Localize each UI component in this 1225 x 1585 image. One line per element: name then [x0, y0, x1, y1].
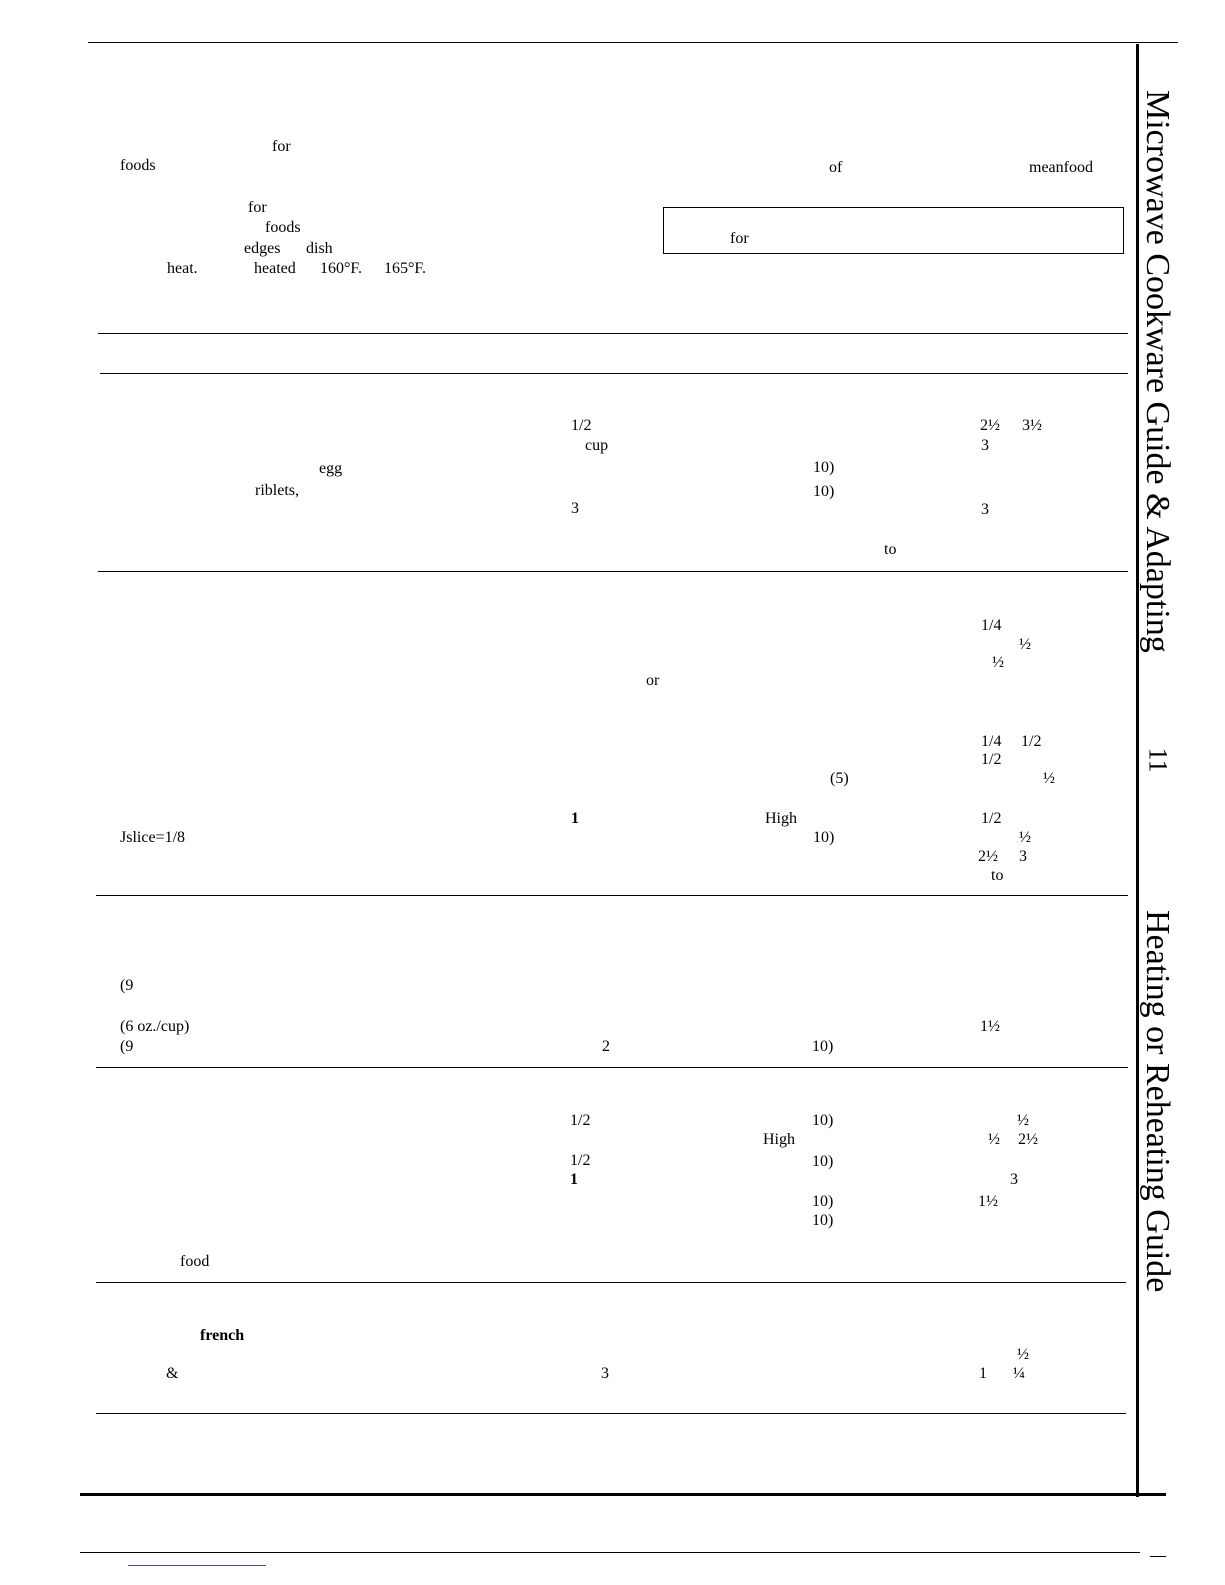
section-divider	[96, 895, 1128, 896]
cell-text: 1	[570, 1171, 578, 1188]
cell-text: to	[991, 867, 1004, 884]
intro-word: of	[829, 159, 843, 176]
cell-text: 3	[1019, 848, 1027, 865]
cell-text: (9	[120, 1038, 134, 1055]
intro-word: 165°F.	[384, 260, 427, 277]
cell-text: ½	[1017, 1346, 1029, 1363]
cell-text: food	[180, 1253, 210, 1270]
intro-word: dish	[306, 240, 333, 257]
cell-text: 1/4	[981, 733, 1002, 750]
intro-word: heat.	[167, 260, 198, 277]
cell-text: ½	[992, 654, 1004, 671]
cell-text: 10)	[812, 1112, 834, 1129]
intro-word: 160°F.	[320, 260, 363, 277]
cell-text: (6 oz./cup)	[120, 1018, 190, 1035]
cell-text: egg	[319, 460, 343, 477]
cell-text: ½	[1017, 1112, 1029, 1129]
cell-text: 10)	[812, 1038, 834, 1055]
cell-text: 1/2	[571, 417, 592, 434]
cell-text: 1	[979, 1365, 987, 1382]
cell-text: 2½	[978, 848, 998, 865]
cell-text: 2	[602, 1038, 610, 1055]
cell-text: ½	[1019, 829, 1031, 846]
cell-text: ½	[988, 1131, 1000, 1148]
footer-rule	[80, 1552, 1140, 1553]
bottom-rule	[80, 1493, 1166, 1496]
cell-text: 1/2	[570, 1112, 591, 1129]
section-divider	[96, 1067, 1128, 1068]
cell-text: 3	[981, 437, 989, 454]
cell-text: 1/2	[570, 1152, 591, 1169]
cell-text: 10)	[813, 483, 835, 500]
cell-text: 10)	[812, 1212, 834, 1229]
cell-text: 10)	[813, 459, 835, 476]
side-title-part2: Heating or Reheating Guide	[1139, 910, 1176, 1293]
cell-text: Jslice=1/8	[120, 829, 186, 846]
cell-text: or	[646, 672, 660, 689]
section-divider	[96, 1282, 1126, 1283]
cell-text: 1/2	[1021, 733, 1042, 750]
intro-word: for	[248, 199, 267, 216]
cell-text: riblets,	[255, 482, 299, 499]
cell-text: 10)	[813, 829, 835, 846]
cell-text: 10)	[812, 1193, 834, 1210]
side-title	[1133, 90, 1193, 1360]
cell-text: 1/4	[981, 617, 1002, 634]
cell-text: ½	[1043, 770, 1055, 787]
cell-text: 3½	[1022, 417, 1042, 434]
cell-text: 1/2	[981, 810, 1002, 827]
cell-text: 3	[601, 1365, 609, 1382]
footer-dash	[1150, 1556, 1166, 1557]
cell-text: french	[200, 1327, 245, 1344]
top-rule	[88, 42, 1178, 43]
intro-word: edges	[244, 240, 281, 257]
intro-word: heated	[254, 260, 296, 277]
cell-text: 2½	[980, 417, 1000, 434]
section-divider	[98, 571, 1128, 572]
cell-text: ½	[1019, 636, 1031, 653]
cell-text: High	[763, 1131, 795, 1148]
cell-text: 2½	[1018, 1131, 1038, 1148]
intro-word: meanfood	[1029, 159, 1093, 176]
cell-text: 3	[981, 501, 989, 518]
cell-text: to	[884, 541, 897, 558]
cell-text: 1½	[978, 1193, 998, 1210]
note-word: for	[730, 230, 749, 247]
footer-link-underline	[128, 1565, 266, 1566]
cell-text: cup	[585, 437, 609, 454]
table-header-top-rule	[98, 333, 1128, 334]
cell-text: &	[166, 1365, 179, 1382]
cell-text: 1	[571, 810, 579, 827]
intro-word: foods	[265, 219, 301, 236]
cell-text: High	[765, 810, 797, 827]
note-box	[663, 207, 1124, 254]
page-number-value: 11	[1143, 747, 1173, 773]
intro-word: for	[272, 138, 291, 155]
cell-text: 1½	[980, 1018, 1000, 1035]
section-divider	[96, 1413, 1126, 1414]
cell-text: 1/2	[981, 751, 1002, 768]
cell-text: 3	[1010, 1171, 1018, 1188]
cell-text: (9	[120, 977, 134, 994]
cell-text: ¼	[1013, 1365, 1025, 1382]
page-number	[1143, 745, 1173, 775]
cell-text: (5)	[830, 770, 849, 787]
intro-word: foods	[120, 157, 156, 174]
table-header-bottom-rule	[100, 373, 1128, 374]
side-title-part1: Microwave Cookware Guide & Adapting	[1139, 90, 1176, 653]
cell-text: 10)	[812, 1153, 834, 1170]
cell-text: 3	[571, 500, 579, 517]
